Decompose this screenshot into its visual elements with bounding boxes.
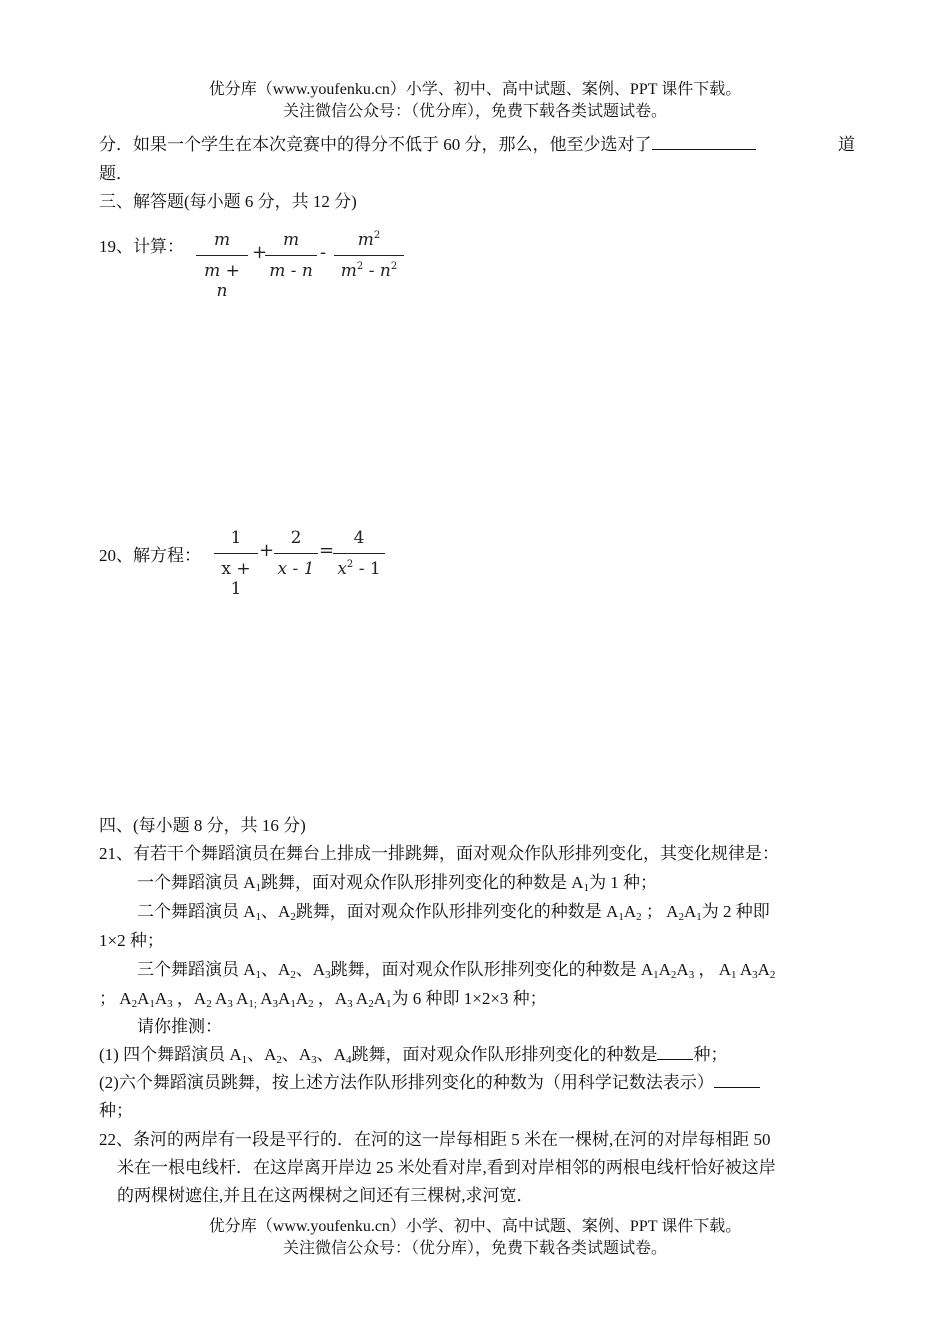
q19-f2-denominator: m - n [269, 261, 313, 281]
fraction-bar [334, 255, 404, 256]
q20-op-equals: = [319, 540, 335, 561]
q19-fraction-3 [334, 230, 404, 282]
q19-fraction-1 [196, 230, 248, 301]
answer-blank[interactable] [652, 132, 756, 150]
q20-op-plus: + [259, 540, 275, 561]
continuation-end: 道 [838, 135, 855, 154]
fraction-bar [196, 255, 248, 256]
section-3-title: 三、解答题(每小题 6 分，共 12 分) [99, 192, 357, 211]
q21-intro: 21、有若干个舞蹈演员在舞台上排成一排跳舞，面对观众作队形排列变化，其变化规律是： [99, 844, 779, 863]
q20-f2-denominator: x - 1 [277, 559, 315, 579]
continuation-line-2: 题． [99, 164, 133, 183]
q20-f2-numerator: 2 [290, 528, 302, 548]
q20-label: 20、解方程： [99, 546, 201, 565]
q21-p2-answer-blank[interactable] [714, 1070, 760, 1088]
q21-part-2-end: 种； [99, 1101, 133, 1120]
q20-f1-numerator: 1 [230, 528, 242, 548]
q19-f3-numerator: $m^2$ [357, 230, 381, 250]
header-line-1: 优分库（www.youfenku.cn）小学、初中、高中试题、案例、PPT 课件下载。 [208, 81, 742, 98]
q22-line-3: 的两棵树遮住,并且在这两棵树之间还有三棵树,求河宽． [117, 1186, 534, 1205]
q19-f1-denominator: m + n [204, 261, 240, 301]
section-4-title: 四、(每小题 8 分，共 16 分) [99, 816, 306, 835]
q21-guess: 请你推测： [137, 1017, 222, 1036]
fraction-bar [214, 553, 258, 554]
header-line-2: 关注微信公众号：（优分库），免费下载各类试题试卷。 [282, 103, 667, 120]
q20-fraction-1 [214, 528, 258, 599]
fraction-bar [333, 553, 385, 554]
q19-op-plus: + [252, 242, 268, 263]
footer-line-2: 关注微信公众号：（优分库），免费下载各类试题试卷。 [282, 1240, 667, 1257]
q20-f3-denominator: $x^2 - 1$ [337, 559, 381, 579]
q19-fraction-2 [265, 230, 317, 282]
q19-f3-denominator: $m^2 - n^2$ [340, 261, 398, 281]
q20-fraction-3 [333, 528, 385, 580]
q20-f3-numerator: 4 [353, 528, 365, 548]
q19-f1-numerator: m [213, 230, 231, 250]
footer-line-1: 优分库（www.youfenku.cn）小学、初中、高中试题、案例、PPT 课件下载。 [208, 1218, 742, 1235]
continuation-line [99, 130, 756, 155]
q22-line-1: 22、条河的两岸有一段是平行的．在河的这一岸每相距 5 米在一棵树,在河的对岸每相距 50 [99, 1130, 771, 1149]
q21-part-1: (1) 四个舞蹈演员 $A_1$、$A_2$、$A_3$、$A_4$跳舞，面对观众作队形排列变化的种数是 种； [99, 1040, 727, 1066]
q20-fraction-2 [274, 528, 318, 580]
q21-line-2b: 1×2 种； [99, 931, 164, 950]
fraction-bar [274, 553, 318, 554]
q19-op-minus: - [320, 242, 327, 263]
q21-line-2: 二个舞蹈演员 $A_1$、$A_2$跳舞，面对观众作队形排列变化的种数是 $A_1A_2$ ； $A_2A_1$为 2 种即 [137, 902, 770, 923]
q22-line-2: 米在一根电线杆．在这岸离开岸边 25 米处看对岸,看到对岸相邻的两根电线杆恰好被这岸 [117, 1158, 776, 1177]
q19-f2-numerator: m [282, 230, 300, 250]
q19-label: 19、计算： [99, 237, 184, 256]
fraction-bar [265, 255, 317, 256]
continuation-text: 分．如果一个学生在本次竞赛中的得分不低于 60 分，那么，他至少选对了 [99, 135, 652, 154]
q21-line-1: 一个舞蹈演员 $A_1$跳舞，面对观众作队形排列变化的种数是 $A_1$为 1 种； [137, 873, 658, 894]
q21-line-3b: ； $A_2A_1A_3$ ，$A_2$ $A_3$ $A_{1;}$ $A_3A_1A_2$ ，$A_3$ $A_2A_1$为 6 种即 1×2×3 种； [99, 989, 547, 1010]
q21-p1-answer-blank[interactable] [657, 1042, 693, 1060]
q21-line-3: 三个舞蹈演员 $A_1$、$A_2$、$A_3$跳舞，面对观众作队形排列变化的种数是 $A_1A_2A_3$ ， $A_1$ $A_3A_2$ [137, 960, 776, 981]
q21-part-2: (2)六个舞蹈演员跳舞，按上述方法作队形排列变化的种数为（用科学记数法表示） [99, 1068, 760, 1093]
q20-f1-denominator: x + 1 [221, 559, 251, 599]
